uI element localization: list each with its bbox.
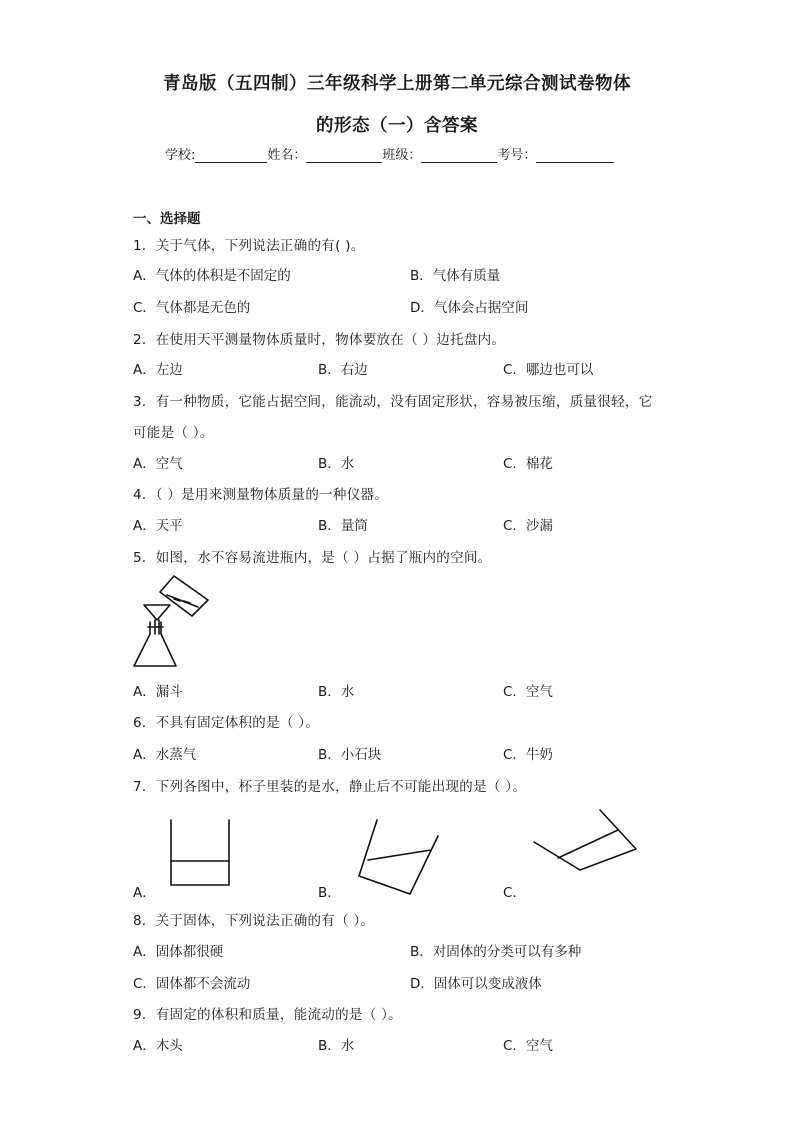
name-label: 姓名： <box>267 148 307 163</box>
cup-figure-c <box>530 806 642 876</box>
school-blank[interactable] <box>195 148 267 163</box>
question-3-stem-line-1: 3．有一种物质，它能占据空间，能流动，没有固定形状，容易被压缩，质量很轻，它 <box>133 394 653 410</box>
question-4-option-a[interactable]: A．天平 <box>133 518 183 534</box>
question-9-option-c[interactable]: C．空气 <box>503 1038 553 1054</box>
tilted-cup-outline-b <box>359 820 438 894</box>
question-6-option-a[interactable]: A．水蒸气 <box>133 747 197 763</box>
question-8-option-c[interactable]: C．固体都不会流动 <box>133 976 251 992</box>
question-8-option-d[interactable]: D．固体可以变成液体 <box>410 976 542 992</box>
question-1-option-b[interactable]: B．气体有质量 <box>410 268 501 284</box>
question-5-option-a[interactable]: A．漏斗 <box>133 684 183 700</box>
question-4-option-c[interactable]: C．沙漏 <box>503 518 553 534</box>
question-3-option-a[interactable]: A．空气 <box>133 456 183 472</box>
question-7-stem: 7．下列各图中，杯子里装的是水，静止后不可能出现的是（ ）。 <box>133 779 527 795</box>
page-title-line-2: 的形态（一）含答案 <box>316 116 478 136</box>
tilted-cup-outline-c <box>534 810 636 870</box>
question-4-option-b[interactable]: B．量筒 <box>318 518 368 534</box>
question-2-option-a[interactable]: A．左边 <box>133 362 183 378</box>
cup-figure-a <box>165 818 235 890</box>
funnel-bottle-figure <box>130 572 212 670</box>
question-5-stem: 5．如图，水不容易流进瓶内，是（ ）占据了瓶内的空间。 <box>133 550 492 566</box>
question-3-stem-line-2: 可能是（ ）。 <box>133 425 214 441</box>
question-5-option-b[interactable]: B．水 <box>318 684 355 700</box>
question-1-option-c[interactable]: C．气体都是无色的 <box>133 300 251 316</box>
question-8-option-b[interactable]: B．对固体的分类可以有多种 <box>410 944 582 960</box>
question-2-option-c[interactable]: C．哪边也可以 <box>503 362 594 378</box>
question-7-option-a[interactable]: A． <box>133 885 156 901</box>
question-7-option-b[interactable]: B． <box>318 885 341 901</box>
question-4-stem: 4．（ ）是用来测量物体质量的一种仪器。 <box>133 487 389 503</box>
question-3-option-b[interactable]: B．水 <box>318 456 355 472</box>
pouring-cup-shape <box>160 576 208 616</box>
student-info-line <box>165 144 614 163</box>
question-1-option-d[interactable]: D．气体会占据空间 <box>410 300 529 316</box>
question-7-option-c[interactable]: C． <box>503 885 526 901</box>
funnel-cone <box>144 605 170 620</box>
upright-cup-outline <box>171 820 229 885</box>
question-1-stem: 1．关于气体，下列说法正确的有( )。 <box>133 238 365 254</box>
water-level-c <box>558 830 618 858</box>
exam-number-blank[interactable] <box>536 148 614 163</box>
class-label: 班级： <box>382 148 422 163</box>
exam-number-label: 考号： <box>497 148 537 163</box>
school-label: 学校: <box>165 148 196 163</box>
class-blank[interactable] <box>421 148 497 163</box>
question-9-option-a[interactable]: A．木头 <box>133 1038 183 1054</box>
question-6-stem: 6．不具有固定体积的是（ ）。 <box>133 715 320 731</box>
question-8-option-a[interactable]: A．固体都很硬 <box>133 944 224 960</box>
question-2-option-b[interactable]: B．右边 <box>318 362 368 378</box>
question-1-option-a[interactable]: A．气体的体积是不固定的 <box>133 268 291 284</box>
question-5-option-c[interactable]: C．空气 <box>503 684 553 700</box>
cup-figure-b <box>355 814 445 896</box>
question-9-option-b[interactable]: B．水 <box>318 1038 355 1054</box>
question-6-option-c[interactable]: C．牛奶 <box>503 747 553 763</box>
water-level-b <box>368 850 431 860</box>
section-heading: 一、选择题 <box>133 211 201 227</box>
question-2-stem: 2．在使用天平测量物体质量时，物体要放在（ ）边托盘内。 <box>133 332 506 348</box>
question-9-stem: 9．有固定的体积和质量，能流动的是（ ）。 <box>133 1007 402 1023</box>
question-3-option-c[interactable]: C．棉花 <box>503 456 553 472</box>
question-6-option-b[interactable]: B．小石块 <box>318 747 382 763</box>
name-blank[interactable] <box>306 148 382 163</box>
question-8-stem: 8．关于固体，下列说法正确的有（ ）。 <box>133 913 375 929</box>
page-title-line-1: 青岛版（五四制）三年级科学上册第二单元综合测试卷物体 <box>163 74 631 94</box>
